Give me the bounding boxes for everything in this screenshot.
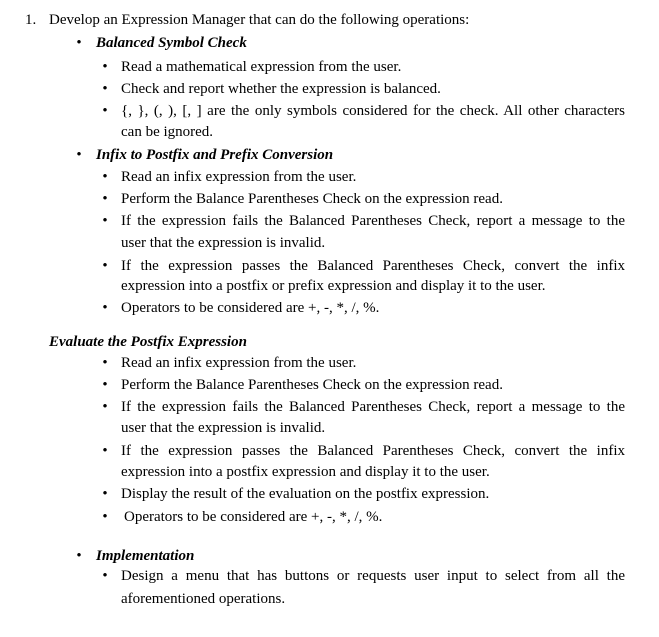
bullet-icon: • xyxy=(102,377,108,393)
bullet-icon: • xyxy=(76,35,82,51)
bullet-icon: • xyxy=(102,169,108,185)
bullet-icon: • xyxy=(102,486,108,502)
bullet-icon: • xyxy=(102,355,108,371)
bullet-icon: • xyxy=(76,147,82,163)
bullet-icon: • xyxy=(102,258,108,274)
bullet-icon: • xyxy=(102,300,108,316)
bullet-icon: • xyxy=(102,443,108,459)
bullet-icon: • xyxy=(76,548,82,564)
bullet-icon: • xyxy=(102,568,108,584)
bullet-icon: • xyxy=(102,81,108,97)
bullet-icon: • xyxy=(102,213,108,229)
bullet-icon: • xyxy=(102,103,108,119)
intro-text: Develop an Expression Manager that can do the following operations: xyxy=(49,12,470,28)
bullet-icon: • xyxy=(102,399,108,415)
bullet-icon: • xyxy=(102,509,108,525)
bullet-icon: • xyxy=(102,59,108,75)
list-number: 1. xyxy=(25,12,37,28)
bullet-icon: • xyxy=(102,191,108,207)
